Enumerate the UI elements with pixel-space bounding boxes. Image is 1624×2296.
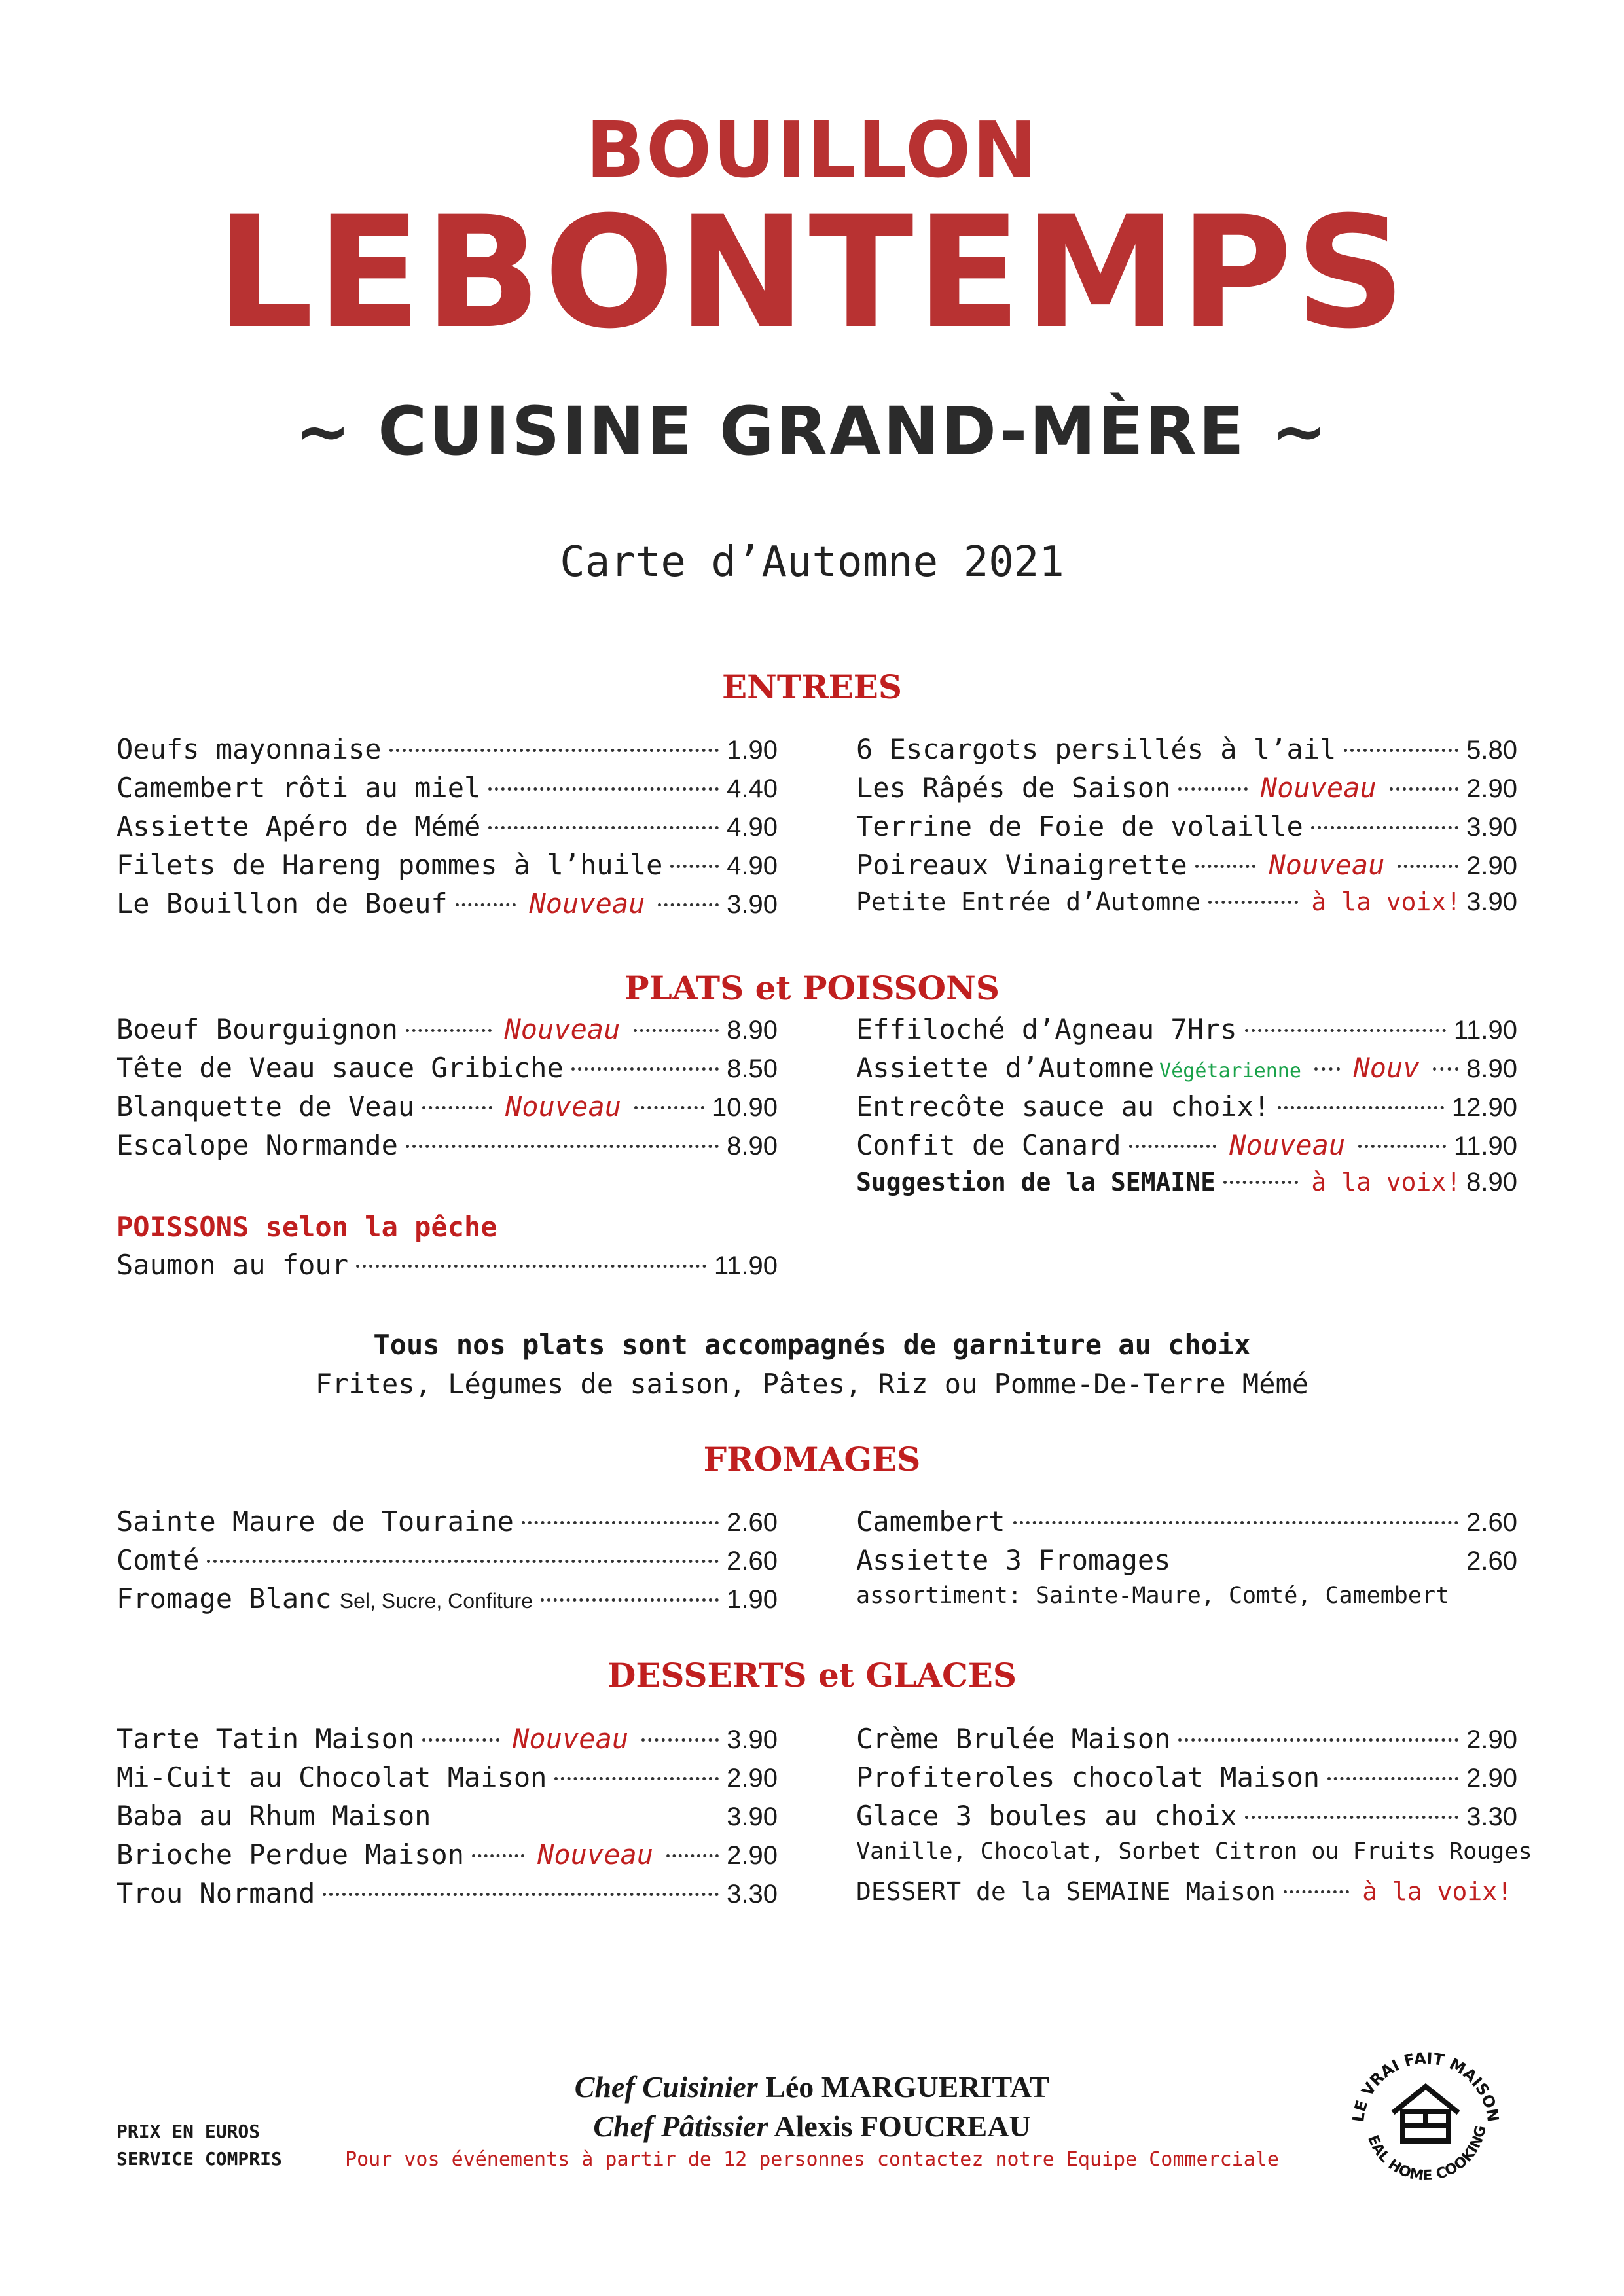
menu-item [117, 1723, 778, 1761]
item-name: Petite Entrée d’Automne [856, 888, 1201, 916]
menu-item [856, 1800, 1517, 1839]
brand-subtitle: ~ CUISINE GRAND-MÈRE ~ [295, 393, 1329, 471]
item-name: Comté [117, 1544, 200, 1576]
nouveau-label: Nouveau [513, 1723, 629, 1755]
menu-item [117, 772, 778, 810]
leader-dots [207, 1560, 719, 1563]
nouveau-label: Nouveau [1229, 1129, 1346, 1161]
leader-dots [641, 1738, 719, 1742]
house-icon [1393, 2087, 1458, 2141]
item-detail: Sel, Sucre, Confiture [339, 1589, 533, 1613]
leader-dots [1195, 865, 1256, 868]
menu-item [117, 1013, 778, 1052]
leader-dots [488, 826, 719, 829]
logo-top-text: LE VRAI FAIT MAISON [1349, 2049, 1503, 2123]
poissons-subheading: POISSONS selon la pêche [117, 1211, 497, 1243]
menu-item [856, 1168, 1517, 1206]
menu-item [117, 1052, 778, 1090]
leader-dots [472, 1854, 524, 1857]
leader-dots [323, 1893, 719, 1896]
menu-item [117, 1544, 778, 1583]
item-price: 11.90 [1453, 1132, 1518, 1160]
leader-dots [1178, 1738, 1458, 1742]
item-price: 4.90 [727, 852, 778, 880]
leader-dots [1358, 1145, 1446, 1148]
item-price: 8.90 [1466, 1054, 1518, 1083]
leader-dots [1311, 826, 1458, 829]
menu-item [117, 849, 778, 888]
item-name: Camembert rôti au miel [117, 772, 481, 804]
item-name: Glace 3 boules au choix [856, 1800, 1237, 1832]
logo-bottom-text: EAL HOME COOKING [1364, 2124, 1490, 2185]
menu-title: Carte d’Automne 2021 [560, 538, 1064, 586]
item-price: 8.90 [1466, 1168, 1517, 1196]
nouveau-label: Nouv [1353, 1052, 1420, 1084]
leader-dots [1327, 1777, 1458, 1780]
fait-maison-logo [1341, 2034, 1511, 2204]
section-title-entrees: ENTREES [722, 668, 902, 706]
item-price: 3.30 [727, 1880, 778, 1909]
leader-dots [554, 1777, 719, 1780]
prix-note: PRIX EN EUROS [117, 2121, 261, 2142]
item-name: Baba au Rhum Maison [117, 1800, 431, 1832]
item-name: Oeufs mayonnaise [117, 733, 382, 765]
chef-cuisinier-role: Chef Cuisinier [574, 2070, 758, 2104]
leader-space [1178, 1560, 1458, 1563]
menu-item [117, 1090, 778, 1129]
section-title-fromages: FROMAGES [703, 1440, 921, 1479]
poissons-list [117, 1249, 778, 1287]
item-name: Crème Brulée Maison [856, 1723, 1171, 1755]
menu-item [856, 772, 1517, 810]
item-name: Profiteroles chocolat Maison [856, 1761, 1320, 1793]
menu-item [117, 1877, 778, 1916]
menu-item [856, 1052, 1517, 1090]
menu-item [117, 1800, 778, 1839]
menu-item [117, 1249, 778, 1287]
item-price: 8.90 [727, 1132, 778, 1160]
leader-dots [389, 749, 719, 752]
menu-item [856, 1090, 1517, 1129]
desserts-left-list [117, 1723, 778, 1916]
leader-dots [634, 1029, 719, 1032]
item-name: Camembert [856, 1505, 1005, 1537]
leader-dots [1314, 1067, 1341, 1071]
leader-dots [634, 1106, 704, 1109]
item-name: Assiette Apéro de Mémé [117, 810, 481, 842]
menu-item [856, 849, 1517, 888]
item-price: 2.90 [1466, 774, 1517, 803]
leader-dots [406, 1029, 492, 1032]
item-price: 2.60 [1466, 1547, 1517, 1575]
item-name: Filets de Hareng pommes à l’huile [117, 849, 663, 881]
menu-item [117, 810, 778, 849]
menu-item [117, 1129, 778, 1168]
menu-item [856, 1544, 1517, 1583]
nouveau-label: Nouveau [505, 1090, 622, 1122]
brand-top-text: BOUILLON [585, 105, 1039, 195]
menu-item [856, 1013, 1517, 1052]
menu-item [856, 1723, 1517, 1761]
brand-main-logo-text: LEBONTEMPS [215, 184, 1409, 363]
garniture-list: Frites, Légumes de saison, Pâtes, Riz ou Pomme-De-Terre Mémé [315, 1368, 1309, 1400]
item-price: 2.90 [1466, 1725, 1517, 1754]
item-name: Mi-Cuit au Chocolat Maison [117, 1761, 547, 1793]
item-name: Brioche Perdue Maison [117, 1839, 465, 1871]
item-name: Poireaux Vinaigrette [856, 849, 1187, 881]
item-name: Tarte Tatin Maison [117, 1723, 415, 1755]
item-price: 2.60 [727, 1547, 778, 1575]
item-price: 8.90 [727, 1016, 778, 1045]
leader-dots [1390, 787, 1458, 791]
menu-item [856, 1761, 1517, 1800]
leader-dots [1129, 1145, 1217, 1148]
item-price: 2.90 [727, 1764, 778, 1793]
menu-item [117, 1583, 778, 1621]
item-name: DESSERT de la SEMAINE Maison [856, 1877, 1276, 1906]
menu-item [117, 1839, 778, 1877]
chef-patissier-role: Chef Pâtissier [593, 2109, 768, 2143]
item-name: Saumon au four [117, 1249, 349, 1281]
leader-dots [422, 1106, 492, 1109]
menu-item [856, 1877, 1517, 1916]
plats-right-list [856, 1013, 1517, 1206]
item-name: Le Bouillon de Boeuf [117, 888, 448, 920]
a-la-voix-label: à la voix! [1311, 1168, 1462, 1196]
item-price: 3.90 [727, 1803, 778, 1831]
entrees-right-list [856, 733, 1517, 926]
item-name: Blanquette de Veau [117, 1090, 415, 1122]
item-price: 4.40 [727, 774, 778, 803]
section-title-plats: PLATS et POISSONS [624, 969, 1000, 1007]
leader-dots [1013, 1521, 1459, 1524]
assortiment-note: assortiment: Sainte-Maure, Comté, Camembert [856, 1583, 1450, 1609]
item-name: Fromage Blanc [117, 1583, 332, 1615]
item-price: 3.90 [727, 1725, 778, 1754]
item-name: Effiloché d’Agneau 7Hrs [856, 1013, 1237, 1045]
leader-dots [488, 787, 719, 791]
leader-dots [522, 1521, 719, 1524]
vegetarian-label: Végétarienne [1159, 1060, 1301, 1083]
item-name: Sainte Maure de Touraine [117, 1505, 514, 1537]
nouveau-label: Nouveau [1260, 772, 1377, 804]
item-name: Entrecôte sauce au choix! [856, 1090, 1271, 1122]
item-price: 3.90 [727, 890, 778, 919]
events-contact-note: Pour vos événements à partir de 12 personnes contactez notre Equipe Commerciale [345, 2148, 1279, 2171]
menu-item [856, 810, 1517, 849]
item-price: 3.90 [1466, 888, 1517, 916]
item-name: 6 Escargots persillés à l’ail [856, 733, 1337, 765]
item-price: 3.30 [1466, 1803, 1517, 1831]
assortiment-note-row [856, 1583, 1517, 1621]
item-price: 11.90 [1453, 1016, 1517, 1045]
garniture-heading: Tous nos plats sont accompagnés de garniture au choix [373, 1329, 1251, 1361]
item-price: 10.90 [712, 1093, 778, 1122]
service-note: SERVICE COMPRIS [117, 2148, 282, 2170]
fromages-right-list [856, 1505, 1517, 1621]
item-price: 4.90 [727, 813, 778, 842]
item-name: Suggestion de la SEMAINE [856, 1168, 1216, 1196]
section-title-desserts: DESSERTS et GLACES [607, 1656, 1017, 1695]
leader-dots [1433, 1067, 1459, 1071]
menu-item [117, 733, 778, 772]
leader-dots [666, 1854, 719, 1857]
leader-dots [1245, 1816, 1459, 1819]
item-price: 12.90 [1451, 1093, 1517, 1122]
leader-dots [1398, 865, 1458, 868]
leader-dots [571, 1067, 719, 1071]
item-name: Confit de Canard [856, 1129, 1121, 1161]
leader-dots [1284, 1890, 1350, 1893]
leader-dots [1223, 1181, 1298, 1184]
item-price: 8.50 [727, 1054, 778, 1083]
menu-item [856, 1505, 1517, 1544]
leader-dots [456, 903, 516, 906]
fait-maison-logo-graphic [1341, 2034, 1511, 2204]
item-name: Escalope Normande [117, 1129, 398, 1161]
leader-dots [658, 903, 719, 906]
item-name: Tête de Veau sauce Gribiche [117, 1052, 564, 1084]
leader-dots [670, 865, 719, 868]
leader-dots [1278, 1106, 1444, 1109]
menu-item [856, 888, 1517, 926]
leader-space [439, 1816, 719, 1819]
item-price: 5.80 [1466, 736, 1517, 764]
chef-patissier-name: Alexis FOUCREAU [774, 2109, 1031, 2143]
menu-item [856, 1129, 1517, 1168]
item-name: Les Râpés de Saison [856, 772, 1171, 804]
desserts-right-list [856, 1723, 1532, 1916]
leader-dots [1208, 901, 1298, 904]
nouveau-label: Nouveau [529, 888, 645, 920]
leader-dots [406, 1145, 719, 1148]
item-price: 2.90 [1466, 852, 1518, 880]
chef-cuisinier-name: Léo MARGUERITAT [765, 2070, 1050, 2104]
menu-item [856, 733, 1517, 772]
item-price: 3.90 [1466, 813, 1517, 842]
item-name: Trou Normand [117, 1877, 316, 1909]
leader-dots [356, 1265, 706, 1268]
nouveau-label: Nouveau [1269, 849, 1385, 881]
fromages-left-list [117, 1505, 778, 1621]
item-name: Terrine de Foie de volaille [856, 810, 1303, 842]
item-name: Boeuf Bourguignon [117, 1013, 398, 1045]
nouveau-label: Nouveau [537, 1839, 654, 1871]
item-price: 2.60 [727, 1508, 778, 1537]
leader-dots [541, 1598, 719, 1602]
leader-dots [1245, 1029, 1446, 1032]
a-la-voix-label: à la voix! [1311, 888, 1462, 916]
plats-left-list [117, 1013, 778, 1168]
item-name: Assiette 3 Fromages [856, 1544, 1171, 1576]
a-la-voix-label: à la voix! [1362, 1877, 1512, 1906]
glace-flavors-row [856, 1839, 1532, 1877]
menu-item [117, 1505, 778, 1544]
glace-flavors: Vanille, Chocolat, Sorbet Citron ou Fruits Rouges [856, 1839, 1532, 1865]
item-price: 1.90 [727, 1585, 778, 1614]
item-price: 1.90 [727, 736, 778, 764]
menu-item [117, 1761, 778, 1800]
menu-item [117, 888, 778, 926]
leader-dots [1178, 787, 1247, 791]
item-price: 2.90 [1466, 1764, 1517, 1793]
nouveau-label: Nouveau [504, 1013, 621, 1045]
item-name: Assiette d’Automne [856, 1052, 1155, 1084]
leader-dots [422, 1738, 499, 1742]
item-price: 2.60 [1466, 1508, 1517, 1537]
item-price: 11.90 [713, 1251, 778, 1280]
leader-dots [1344, 749, 1458, 752]
item-price: 2.90 [727, 1841, 778, 1870]
entrees-left-list [117, 733, 778, 926]
